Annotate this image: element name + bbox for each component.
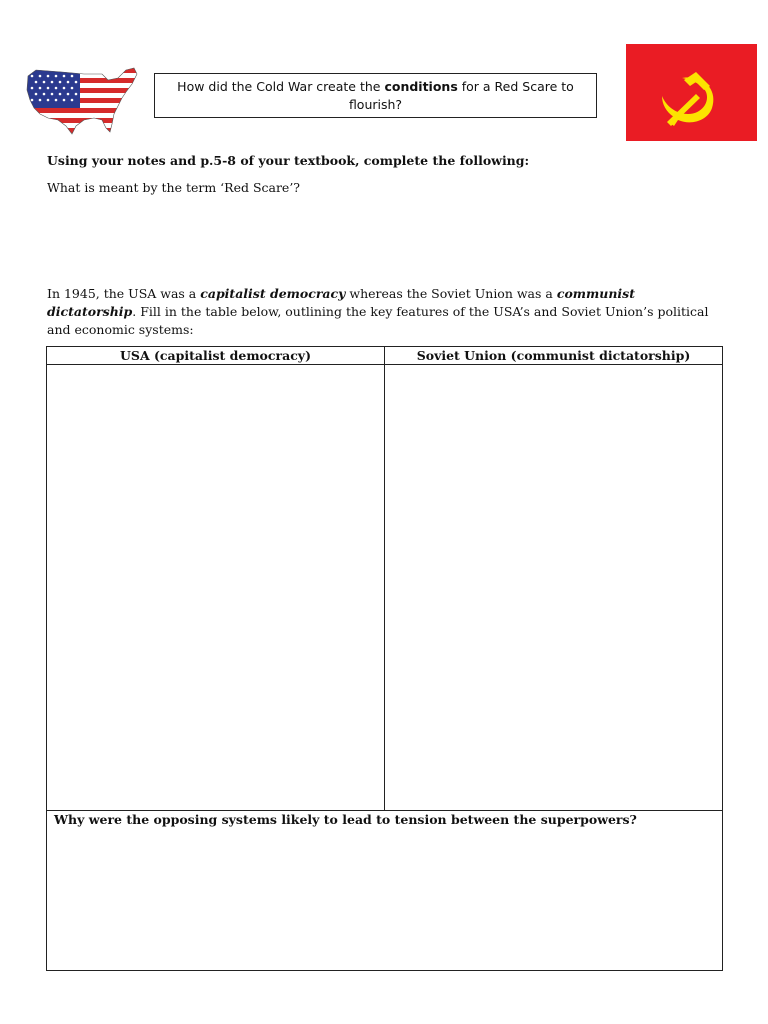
soviet-answer-cell[interactable]: [385, 365, 723, 811]
instructions: Using your notes and p.5-8 of your textbook, complete the following:: [47, 153, 530, 168]
question-prefix: How did the Cold War create the: [177, 79, 385, 94]
paragraph-emphasis-1: capitalist democracy: [200, 286, 346, 301]
usa-answer-cell[interactable]: [47, 365, 385, 811]
paragraph-part-2: whereas the Soviet Union was a: [345, 286, 557, 301]
paragraph-part-3: . Fill in the table below, outlining the key features of the USA’s and Soviet Union’s political and economic systems:: [47, 304, 709, 337]
table-answer-row: [47, 365, 723, 811]
tension-cell[interactable]: [47, 811, 723, 971]
table-header-row: [47, 347, 723, 365]
tension-question: Why were the opposing systems likely to lead to tension between the superpowers?: [54, 812, 637, 827]
comparison-table: [46, 346, 723, 971]
paragraph-part-1: In 1945, the USA was a: [47, 286, 201, 301]
lesson-question-box: [154, 73, 597, 118]
soviet-column-header: Soviet Union (communist dictatorship): [385, 347, 723, 365]
paragraph-emphasis-2: communist dictatorship: [47, 286, 635, 319]
hammer-and-sickle-icon: [626, 44, 757, 141]
question-suffix: for a Red Scare to flourish?: [348, 79, 574, 112]
hammer-and-sickle-flag-icon: [626, 44, 757, 141]
usa-column-header: USA (capitalist democracy): [47, 347, 385, 365]
usa-flag-map-icon: [22, 62, 140, 140]
question-bold-word: conditions: [384, 79, 458, 94]
tension-row: [47, 811, 723, 971]
intro-paragraph: [47, 285, 717, 339]
question-red-scare: What is meant by the term ‘Red Scare’?: [47, 180, 301, 195]
